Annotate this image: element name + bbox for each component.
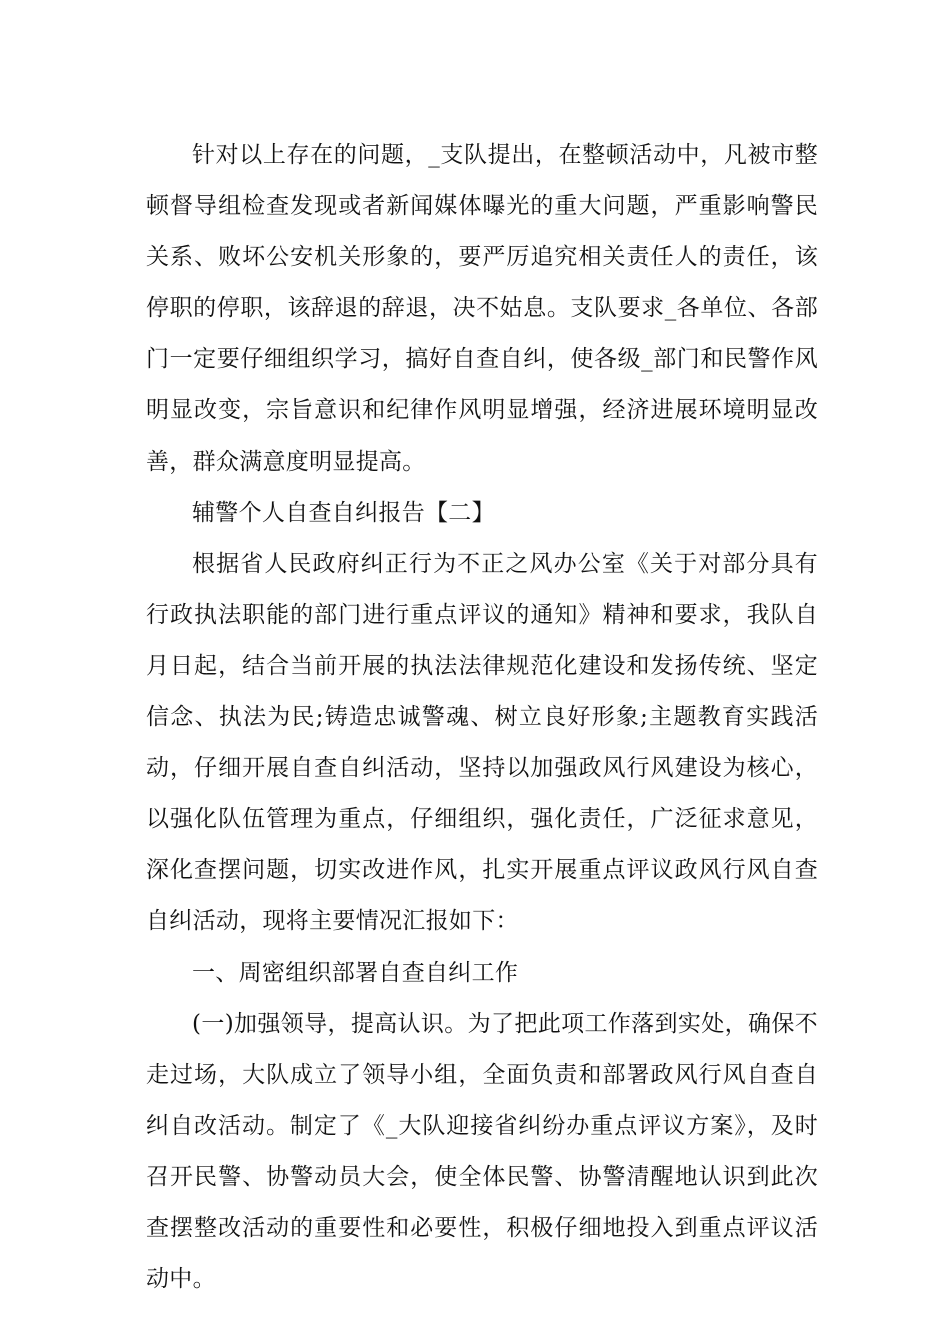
paragraph-strengthen-leadership: (一)加强领导，提高认识。为了把此项工作落到实处，确保不走过场，大队成立了领导小组，全面负责和部署政风行风自查自纠自改活动。制定了《_大队迎接省纠纷办重点评议方案》，及时召开民警、协警动员大会，使全体民警、协警清醒地认识到此次查摆整改活动的重要性和必要性，积极仔细地投入到重点评议活动中。	[146, 1010, 818, 1293]
section-heading-organize-self-inspection: 一、周密组织部署自查自纠工作	[192, 959, 519, 986]
paragraph-report-intro: 根据省人民政府纠正行为不正之风办公室《关于对部分具有行政执法职能的部门进行重点评议的通知》精神和要求，我队自月日起，结合当前开展的执法法律规范化建设和发扬传统、坚定信念、执法为民;铸造忠诚警魂、树立良好形象;主题教育实践活动，仔细开展自查自纠活动，坚持以加强政风行风建设为核心，以强化队伍管理为重点，仔细组织，强化责任，广泛征求意见，深化查摆问题，切实改进作风，扎实开展重点评议政风行风自查自纠活动，现将主要情况汇报如下：	[146, 550, 818, 935]
document-body	[146, 130, 818, 1305]
section-heading-report-two: 辅警个人自查自纠报告【二】	[192, 499, 495, 526]
paragraph-investigation-conclusion: 针对以上存在的问题，_支队提出，在整顿活动中，凡被市整顿督导组检查发现或者新闻媒体曝光的重大问题，严重影响警民关系、败坏公安机关形象的，要严厉追究相关责任人的责任，该停职的停职，该辞退的辞退，决不姑息。支队要求_各单位、各部门一定要仔细组织学习，搞好自查自纠，使各级_部门和民警作风明显改变，宗旨意识和纪律作风明显增强，经济进展环境明显改善，群众满意度明显提高。	[146, 142, 818, 475]
